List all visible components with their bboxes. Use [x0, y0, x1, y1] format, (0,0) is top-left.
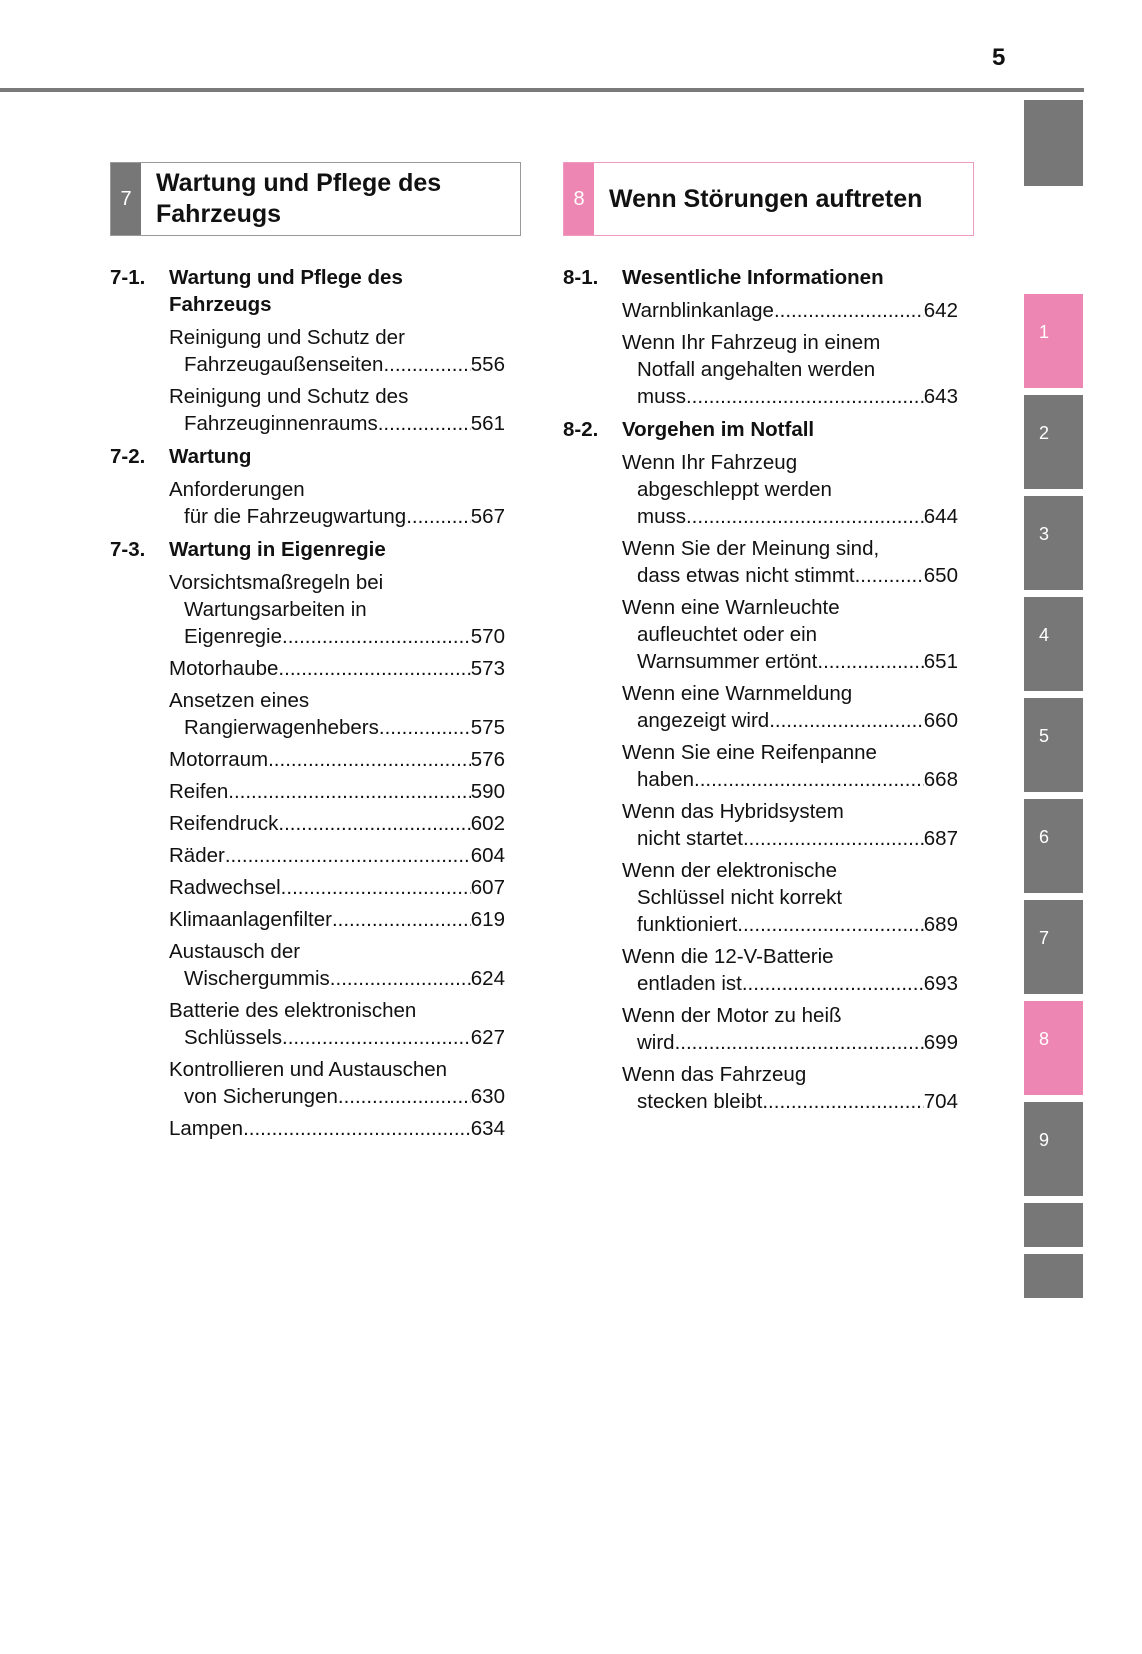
entry-last-line	[169, 655, 505, 682]
entry-last-line	[622, 1088, 958, 1115]
dot-leader	[278, 810, 470, 837]
page-ref: 619	[470, 908, 505, 931]
entry-line: Wenn Ihr Fahrzeug	[622, 451, 798, 474]
section-title: Wartung	[169, 445, 252, 468]
entry-line: Wartungsarbeiten in	[184, 598, 367, 621]
entry-text: Wischergummis	[184, 967, 330, 990]
page-ref: 687	[923, 827, 958, 850]
chapter-number: 8	[564, 163, 594, 235]
toc-entry[interactable]	[169, 938, 505, 992]
page-ref: 651	[923, 650, 958, 673]
page-ref: 643	[923, 385, 958, 408]
entry-last-line	[169, 906, 505, 933]
dot-leader	[268, 746, 471, 773]
chapter-tab-label: 4	[1039, 625, 1050, 645]
chapter-tab[interactable]	[1024, 1203, 1083, 1247]
chapter-tab[interactable]	[1024, 1102, 1083, 1196]
page-ref: 644	[923, 505, 958, 528]
entry-last-line	[622, 1029, 958, 1056]
toc-entry[interactable]	[169, 324, 505, 378]
chapter-number: 7	[111, 163, 141, 235]
header-rule	[0, 88, 1084, 92]
page-ref: 693	[923, 972, 958, 995]
entry-last-line	[169, 1024, 505, 1051]
section-heading[interactable]	[563, 416, 974, 443]
entry-last-line	[169, 874, 505, 901]
chapter-tab-label: 5	[1039, 726, 1050, 746]
chapter-tab[interactable]	[1024, 395, 1083, 489]
toc-entry[interactable]	[622, 943, 958, 997]
entry-last-line	[622, 970, 958, 997]
chapter-tab[interactable]	[1024, 1254, 1083, 1298]
dot-leader	[817, 648, 923, 675]
entry-text: muss	[637, 505, 686, 528]
toc-entry[interactable]	[169, 1115, 505, 1142]
entry-text: Warnsummer ertönt	[637, 650, 818, 673]
entry-text: Reifendruck	[169, 812, 279, 835]
dot-leader	[225, 842, 471, 869]
toc-section	[563, 416, 974, 1115]
dot-leader	[281, 874, 471, 901]
dot-leader	[278, 655, 470, 682]
dot-leader	[406, 503, 471, 530]
chapter-tab[interactable]	[1024, 597, 1083, 691]
entry-line: Notfall angehalten werden	[637, 358, 876, 381]
entry-last-line	[622, 562, 958, 589]
entry-line: Reinigung und Schutz des	[169, 385, 409, 408]
entry-text: dass etwas nicht stimmt	[637, 564, 855, 587]
chapter-tab-label: 7	[1039, 928, 1050, 948]
entry-text: Radwechsel	[169, 876, 281, 899]
entry-last-line	[169, 1083, 505, 1110]
section-number: 7-3.	[110, 538, 146, 561]
entry-line: Ansetzen eines	[169, 689, 310, 712]
entry-last-line	[622, 297, 958, 324]
entry-line: Wenn das Hybridsystem	[622, 800, 844, 823]
chapter-tab-label: 8	[1039, 1029, 1050, 1049]
toc-entry[interactable]	[622, 449, 958, 530]
toc-entry[interactable]	[169, 874, 505, 901]
toc-entry[interactable]	[169, 383, 505, 437]
entry-last-line	[622, 383, 958, 410]
entry-text: muss	[637, 385, 686, 408]
entry-text: Rangierwagenhebers	[184, 716, 379, 739]
chapter-header	[110, 162, 521, 236]
entry-text: Schlüssels	[184, 1026, 282, 1049]
entry-line: Wenn der Motor zu heiß	[622, 1004, 842, 1027]
entry-text: von Sicherungen	[184, 1085, 338, 1108]
page-ref: 567	[470, 505, 505, 528]
entry-last-line	[622, 707, 958, 734]
entry-line: Wenn eine Warnleuchte	[622, 596, 840, 619]
entry-last-line	[169, 1115, 505, 1142]
entry-last-line	[169, 410, 505, 437]
section-number: 8-2.	[563, 418, 599, 441]
page-ref: 561	[470, 412, 505, 435]
entry-text: Lampen	[169, 1117, 244, 1140]
entry-text: Motorhaube	[169, 657, 279, 680]
entry-text: funktioniert	[637, 913, 738, 936]
entry-last-line	[169, 503, 505, 530]
entry-text: Räder	[169, 844, 225, 867]
page-ref: 630	[470, 1085, 505, 1108]
toc-entry[interactable]	[622, 680, 958, 734]
page-ref: 604	[470, 844, 505, 867]
page-ref: 556	[470, 353, 505, 376]
dot-leader	[338, 1083, 471, 1110]
toc-entry[interactable]	[622, 297, 958, 324]
entry-line: Wenn Sie eine Reifenpanne	[622, 741, 877, 764]
dot-leader	[694, 766, 924, 793]
toc-entry[interactable]	[169, 569, 505, 650]
toc-column	[110, 162, 521, 1148]
page-ref: 575	[470, 716, 505, 739]
entry-text: wird	[637, 1031, 675, 1054]
section-list	[110, 264, 521, 1142]
toc-entry[interactable]	[169, 746, 505, 773]
page-ref: 570	[470, 625, 505, 648]
toc-entry[interactable]	[622, 329, 958, 410]
toc-entry[interactable]	[169, 655, 505, 682]
entry-text: Reifen	[169, 780, 229, 803]
entry-text: Motorraum	[169, 748, 269, 771]
section-title: Wartung in Eigenregie	[169, 538, 386, 561]
toc-entry[interactable]	[622, 535, 958, 589]
toc-entry[interactable]	[622, 739, 958, 793]
chapter-header	[563, 162, 974, 236]
chapter-tab[interactable]	[1024, 496, 1083, 590]
entry-line: Anforderungen	[169, 478, 305, 501]
toc-entry[interactable]	[169, 1056, 505, 1110]
page-ref: 590	[470, 780, 505, 803]
entry-last-line	[169, 810, 505, 837]
dot-leader	[330, 965, 471, 992]
toc-section	[563, 264, 974, 410]
page-ref: 624	[470, 967, 505, 990]
entry-last-line	[169, 965, 505, 992]
page-ref: 642	[923, 299, 958, 322]
toc-entry[interactable]	[169, 778, 505, 805]
section-heading[interactable]	[110, 264, 521, 318]
entry-text: stecken bleibt	[637, 1090, 763, 1113]
page-ref: 607	[470, 876, 505, 899]
entry-last-line	[622, 648, 958, 675]
dot-leader	[332, 906, 471, 933]
chapter-title: Wartung und Pflege des Fahrzeugs	[156, 169, 442, 228]
entry-line: abgeschleppt werden	[637, 478, 832, 501]
entry-line: Austausch der	[169, 940, 301, 963]
chapter-tab-label: 2	[1039, 423, 1050, 443]
section-title: Wesentliche Informationen	[622, 266, 884, 289]
dot-leader	[282, 1024, 471, 1051]
entry-last-line	[622, 825, 958, 852]
dot-leader	[282, 623, 471, 650]
entry-text: Warnblinkanlage	[622, 299, 774, 322]
entry-line: Wenn eine Warnmeldung	[622, 682, 853, 705]
page-ref: 699	[923, 1031, 958, 1054]
entry-last-line	[622, 911, 958, 938]
page-ref: 660	[923, 709, 958, 732]
chapter-tab[interactable]	[1024, 900, 1083, 994]
section-heading[interactable]	[110, 536, 521, 563]
toc-entry[interactable]	[169, 810, 505, 837]
entry-text: nicht startet	[637, 827, 743, 850]
section-number: 8-1.	[563, 266, 599, 289]
chapter-tab[interactable]	[1024, 698, 1083, 792]
page-number: 5	[992, 44, 1006, 71]
entry-line: Reinigung und Schutz der	[169, 326, 405, 349]
chapter-tab[interactable]	[1024, 799, 1083, 893]
toc-section	[110, 264, 521, 437]
entry-text: Fahrzeuginnenraums	[184, 412, 378, 435]
chapter-tab[interactable]	[1024, 100, 1083, 186]
dot-leader	[769, 707, 924, 734]
section-title: Vorgehen im Notfall	[622, 418, 815, 441]
dot-leader	[686, 503, 924, 530]
page-ref: 650	[923, 564, 958, 587]
dot-leader	[774, 297, 924, 324]
dot-leader	[686, 383, 924, 410]
entry-text: haben	[637, 768, 695, 791]
dot-leader	[743, 825, 924, 852]
chapter-tab[interactable]	[1024, 294, 1083, 388]
page-ref: 576	[470, 748, 505, 771]
entry-last-line	[169, 351, 505, 378]
section-heading[interactable]	[563, 264, 974, 291]
toc-entry[interactable]	[169, 842, 505, 869]
page-ref: 602	[470, 812, 505, 835]
chapter-tab-label: 6	[1039, 827, 1050, 847]
toc-entry[interactable]	[622, 857, 958, 938]
toc-section	[110, 443, 521, 530]
dot-leader	[855, 562, 924, 589]
entry-line: Kontrollieren und Austauschen	[169, 1058, 448, 1081]
entry-line: Wenn Sie der Meinung sind,	[622, 537, 880, 560]
dot-leader	[379, 714, 471, 741]
entry-text: Klimaanlagenfilter	[169, 908, 332, 931]
entry-line: Wenn die 12-V-Batterie	[622, 945, 834, 968]
toc-column	[563, 162, 974, 1121]
section-number: 7-2.	[110, 445, 146, 468]
entry-last-line	[622, 766, 958, 793]
entry-line: Batterie des elektronischen	[169, 999, 417, 1022]
dot-leader	[378, 410, 471, 437]
dot-leader	[243, 1115, 471, 1142]
entry-text: Eigenregie	[184, 625, 283, 648]
dot-leader	[742, 970, 924, 997]
entry-text: für die Fahrzeugwartung	[184, 505, 407, 528]
page-ref: 634	[470, 1117, 505, 1140]
dot-leader	[228, 778, 471, 805]
entry-text: Fahrzeugaußenseiten	[184, 353, 384, 376]
entry-last-line	[169, 778, 505, 805]
dot-leader	[675, 1029, 924, 1056]
chapter-title: Wenn Störungen auftreten	[609, 184, 923, 213]
dot-leader	[762, 1088, 923, 1115]
toc-entry[interactable]	[622, 594, 958, 675]
section-list	[563, 264, 974, 1115]
entry-line: Wenn Ihr Fahrzeug in einem	[622, 331, 881, 354]
toc-section	[110, 536, 521, 1142]
toc-entry[interactable]	[169, 906, 505, 933]
toc-entry[interactable]	[622, 1002, 958, 1056]
chapter-tab[interactable]	[1024, 1001, 1083, 1095]
entry-text: angezeigt wird	[637, 709, 770, 732]
entry-line: aufleuchtet oder ein	[637, 623, 818, 646]
toc-entry[interactable]	[169, 476, 505, 530]
page-ref: 627	[470, 1026, 505, 1049]
toc-entry[interactable]	[169, 997, 505, 1051]
section-number: 7-1.	[110, 266, 146, 289]
entry-last-line	[169, 842, 505, 869]
entry-line: Wenn der elektronische	[622, 859, 837, 882]
page-ref: 704	[923, 1090, 958, 1113]
toc-entry[interactable]	[169, 687, 505, 741]
chapter-tab-label: 9	[1039, 1130, 1050, 1150]
dot-leader	[737, 911, 924, 938]
entry-line: Schlüssel nicht korrekt	[637, 886, 843, 909]
page-ref: 573	[470, 657, 505, 680]
entry-text: entladen ist	[637, 972, 742, 995]
toc-entry[interactable]	[622, 1061, 958, 1115]
chapter-tab-label: 3	[1039, 524, 1050, 544]
toc-entry[interactable]	[622, 798, 958, 852]
entry-last-line	[622, 503, 958, 530]
entry-last-line	[169, 746, 505, 773]
entry-last-line	[169, 714, 505, 741]
page-ref: 668	[923, 768, 958, 791]
entry-line: Vorsichtsmaßregeln bei	[169, 571, 384, 594]
entry-last-line	[169, 623, 505, 650]
entry-line: Wenn das Fahrzeug	[622, 1063, 807, 1086]
section-heading[interactable]	[110, 443, 521, 470]
page-ref: 689	[923, 913, 958, 936]
dot-leader	[383, 351, 470, 378]
chapter-tab-label: 1	[1039, 322, 1050, 342]
section-title: Wartung und Pflege des Fahrzeugs	[169, 266, 403, 316]
